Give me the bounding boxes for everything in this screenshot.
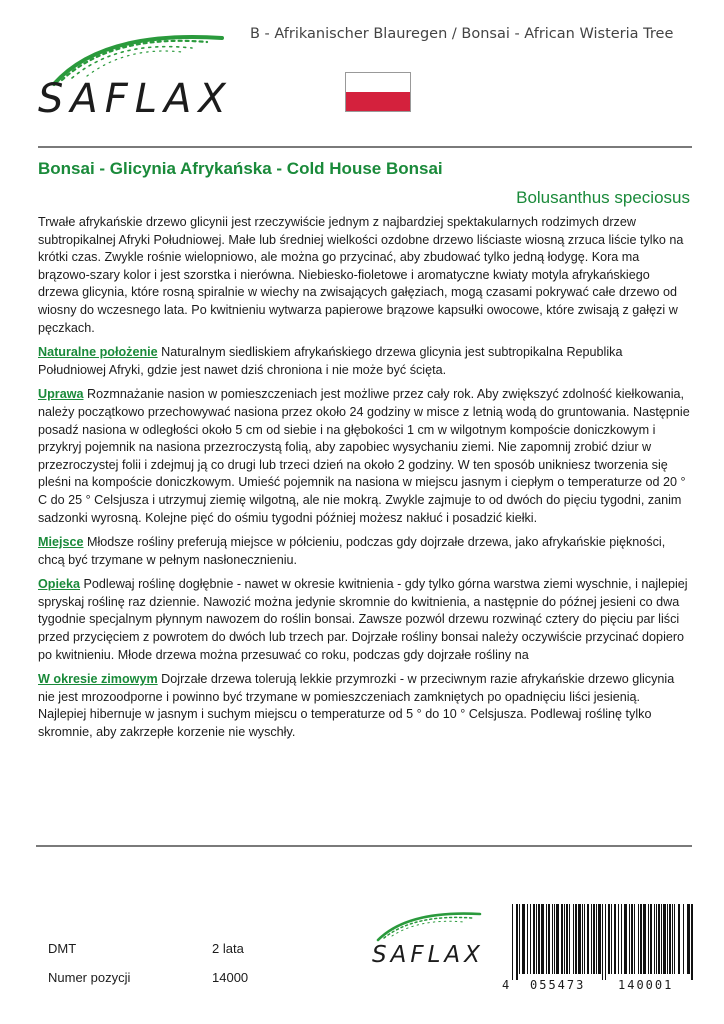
dmt-label: DMT — [48, 941, 77, 956]
poland-flag-icon — [345, 72, 411, 112]
location-heading: Miejsce — [38, 535, 84, 550]
care-heading: Opieka — [38, 577, 80, 592]
position-value: 14000 — [212, 970, 249, 985]
intro-paragraph: Trwałe afrykańskie drzewo glicynii jest rzeczywiście jednym z najbardziej spektakularnych rodzimych drzew subtropikalnej Afryki Południowej. Małe lub średniej wielkości ozdobne drzewo liściaste wiosną zrzuca liście tylko na krótki czas. Zwykle rośnie wielopniowo, ale można go przycinać, aby zbudować tylko jedną łodygę. Kora ma brązowo-szary kolor i jest szorstka i nierówna. Niebiesko-fioletowe i aromatyczne kwiaty motyla afrykańskiego drzewa glicynia, które rosną spiralnie w wiechy na zwisających gałęziach, mogą czasami pokrywać całe drzewo od wiosny do wczesnego lata. Po kwitnieniu wytwarza papierowe brązowe kapsułki owocowe, które zwisają z gałęzi w pęczkach. — [38, 215, 684, 335]
care-text: Podlewaj roślinę dogłębnie - nawet w okresie kwitnienia - gdy tylko górna warstwa ziemi wyschnie, i najlepiej spryskaj roślinę raz dziennie. Nawozić można jedynie skromnie do kwitnienia, a następnie do późnej jesieni co dwa tygodnie specjalnym płynnym nawozem do roślin bonsai. Zawsze pozwól drzewu rozwinąć cztery do pięciu par liści przed przycięciem z powrotem do dwóch lub trzech par. Dojrzałe rośliny bonsai należy oczywiście przycinać dopiero po kwitnieniu. Młode drzewa można przesuwać co roku, podczas gdy dojrzałe rośliny na — [38, 577, 688, 662]
logo-wordmark: SAFLAX — [38, 76, 233, 122]
saflax-logo-bottom — [368, 906, 490, 970]
care-section — [38, 576, 690, 664]
position-label: Numer pozycji — [48, 970, 131, 985]
natural-heading: Naturalne położenie — [38, 345, 158, 360]
latin-name: Bolusanthus speciosus — [516, 188, 690, 207]
description-body — [38, 214, 690, 749]
cultivation-heading: Uprawa — [38, 387, 84, 402]
natural-text: Naturalnym siedliskiem afrykańskiego drzewa glicynia jest subtropikalna Republika Południowej Afryki, gdzie jest nawet dziś chroniona i nie może być ścięta. — [38, 345, 623, 377]
natural-section — [38, 344, 690, 379]
cultivation-text: Rozmnażanie nasion w pomieszczeniach jest możliwe przez cały rok. Aby zwiększyć zdolność kiełkowania, należy początkowo przechowywać nasiona przez około 24 godziny w misce z letnią wodą do gruntowania. Następnie posadź nasiona w odległości około 5 cm od siebie i na głębokości 1 cm w wilgotnym kompoście doniczkowym i przykryj pojemnik na nasiona przezroczystą folią, aby zapobiec wysychaniu ziemi. Nie zapomnij zrobić dziur w przezroczystej folii i zdejmuj ją co drugi lub trzeci dzień na około 2 godziny. W ten sposób unikniesz tworzenia się pleśni na kompoście doniczkowym. Umieść pojemnik na nasiona w miejscu jasnym i ciepłym o temperaturze od 20 ° C do 25 ° Celsjusza i utrzymuj ziemię wilgotną, ale nie mokrą. Zwykle zajmuje to od dwóch do pięciu tygodni, zanim sadzonki wyrosną. Kolejne pięć do ośmiu tygodni później możesz nakłuć i posadzić kiełki. — [38, 387, 690, 525]
dmt-value: 2 lata — [212, 941, 244, 956]
saflax-logo-top — [32, 22, 242, 126]
barcode-left-group: 055473 — [530, 978, 586, 992]
winter-heading: W okresie zimowym — [38, 672, 158, 687]
ean13-barcode-icon — [508, 904, 700, 980]
winter-text: Dojrzałe drzewa tolerują lekkie przymrozki - w przeciwnym razie afrykańskie drzewo glicynia nie jest mrozoodporne i powinno być trzymane w pomieszczeniach zamkniętych po opadnięciu liści jesienią. Najlepiej hibernuje w jasnym i suchym miejscu o temperaturze od 5 ° do 10 ° Celsjusza. Podlewaj roślinę tylko skromnie, aby zakrzepłe korzenie nie wyschły. — [38, 672, 675, 740]
barcode-right-group: 140001 — [618, 978, 674, 992]
barcode-first-digit: 4 — [502, 978, 510, 992]
header-title: B - Afrikanischer Blauregen / Bonsai - African Wisteria Tree — [250, 26, 674, 42]
divider-top — [38, 146, 692, 148]
location-section — [38, 534, 690, 569]
logo-wordmark-small: SAFLAX — [372, 942, 484, 968]
cultivation-section — [38, 386, 690, 527]
divider-bottom — [36, 845, 692, 847]
winter-section — [38, 671, 690, 741]
location-text: Młodsze rośliny preferują miejsce w półcieniu, podczas gdy dojrzałe drzewa, jako afrykańskie piękności, chcą być trzymane w pełnym nasłonecznieniu. — [38, 535, 666, 567]
product-title: Bonsai - Glicynia Afrykańska - Cold House Bonsai — [38, 159, 443, 178]
